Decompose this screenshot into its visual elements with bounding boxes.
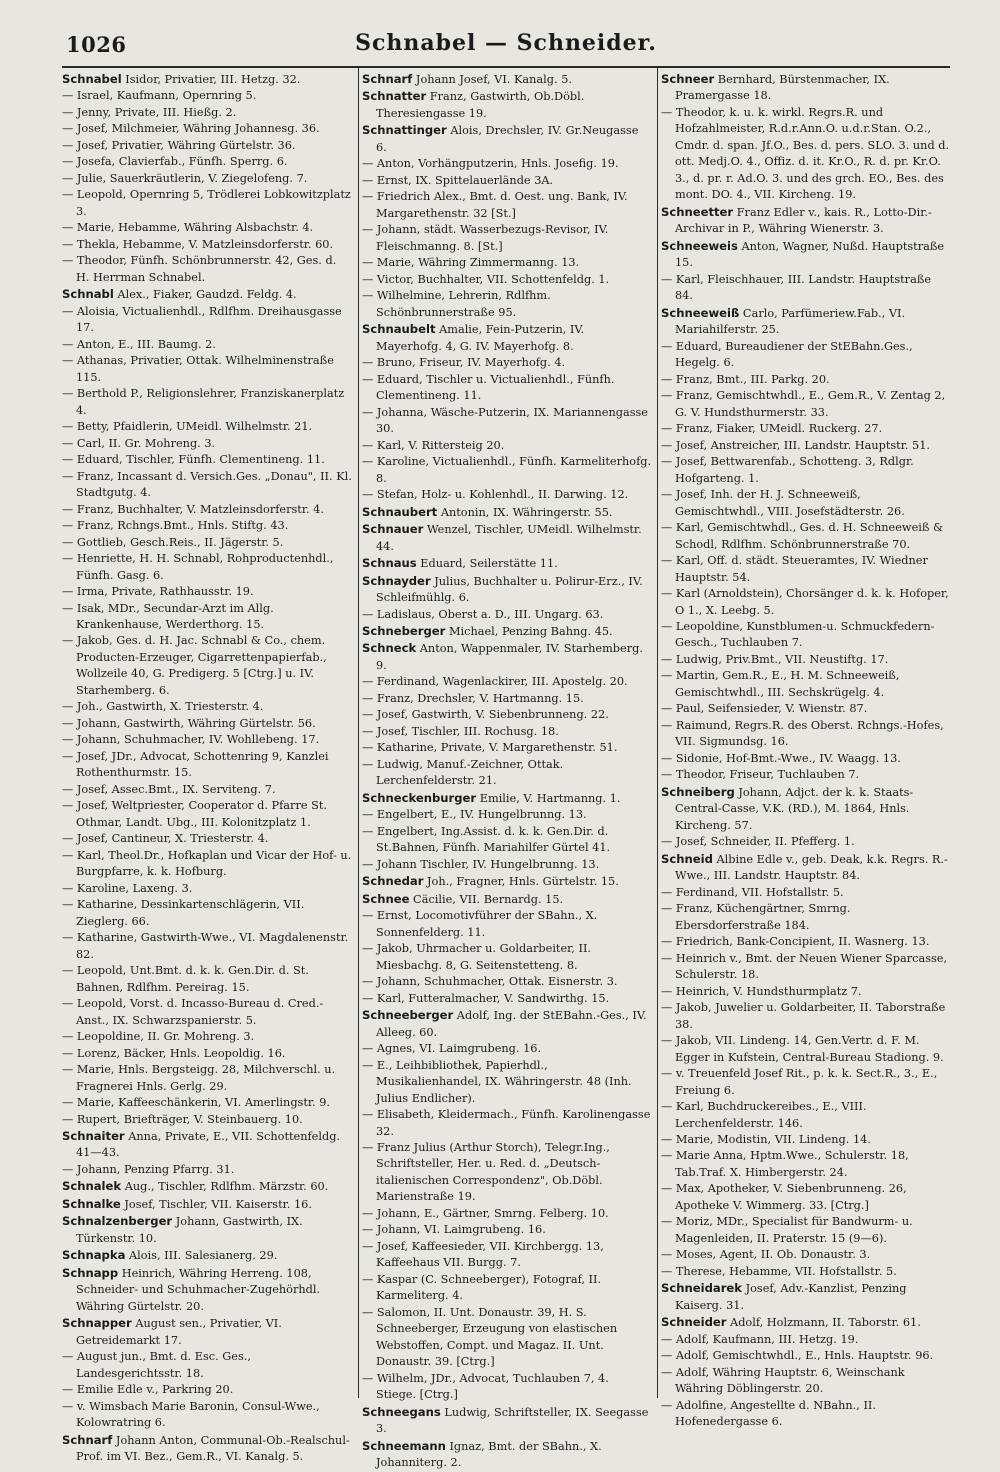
directory-entry: — Stefan, Holz- u. Kohlenhdl., II. Darwing. 12. <box>362 488 629 502</box>
directory-entry: — Josefa, Clavierfab., Fünfh. Sperrg. 6. <box>62 155 288 169</box>
directory-entry: Schnayder Julius, Buchhalter u. Polirur-Erz., IV. Schleifmühlg. 6. <box>362 573 643 605</box>
directory-entry: — Anton, Vorhängputzerin, Hnls. Josefig. 19. <box>362 157 619 171</box>
directory-entry: — Franz, Incassant d. Versich.Ges. „Donau", II. Kl. Stadtgutg. 4. <box>62 469 352 500</box>
directory-entry: — Marie Anna, Hptm.Wwe., Schulerstr. 18, Tab.Traf. X. Himbergerstr. 24. <box>661 1149 909 1179</box>
surname-heading: Schneeweis <box>661 238 738 253</box>
directory-entry: Schnalzenberger Johann, Gastwirth, IX. Türkenstr. 10. <box>62 1214 303 1245</box>
directory-entry: Schneidarek Josef, Adv.-Kanzlist, Penzing Kaiserg. 31. <box>661 1281 907 1312</box>
surname-heading: Schnabl <box>62 287 114 302</box>
surname-heading: Schneer <box>661 72 715 86</box>
directory-entry: — Friedrich Alex., Bmt. d. Oest. ung. Bank, IV. Margarethenstr. 32 [St.] <box>362 190 628 220</box>
directory-entry: — Adolfine, Angestellte d. NBahn., II. Hofenedergasse 6. <box>661 1398 876 1429</box>
surname-heading: Schnaubelt <box>362 322 436 337</box>
directory-entry: — Henriette, H. H. Schnabl, Rohproductenhdl., Fünfh. Gasg. 6. <box>62 552 334 582</box>
directory-entry: — Thekla, Hebamme, V. Matzleinsdorferstr. 60. <box>62 237 334 251</box>
surname-heading: Schnaubert <box>362 504 438 519</box>
directory-entry: — Eduard, Bureaudiener der StEBahn.Ges., Hegelg. 6. <box>661 339 913 370</box>
directory-entry: — Leopold, Opernring 5, Trödlerei Lobkowitzplatz 3. <box>62 188 351 218</box>
directory-entry: — Johann, Penzing Pfarrg. 31. <box>62 1162 235 1176</box>
directory-entry: — Therese, Hebamme, VII. Hofstallstr. 5. <box>661 1264 897 1278</box>
directory-entry: — v. Wimsbach Marie Baronin, Consul-Wwe., Kolowratring 6. <box>62 1399 320 1430</box>
directory-entry: Schneeweis Anton, Wagner, Nußd. Hauptstraße 15. <box>661 238 945 270</box>
directory-entry: Schnapper August sen., Privatier, VI. Getreidemarkt 17. <box>62 1316 282 1347</box>
directory-entry: — Karoline, Victualienhdl., Fünfh. Karmeliterhofg. 8. <box>362 455 652 485</box>
directory-entry: — Karl, Fleischhauer, III. Landstr. Hauptstraße 84. <box>661 272 932 303</box>
directory-entry: — Josef, Weltpriester, Cooperator d. Pfarre St. Othmar, Landt. Ubg., III. Kolonitzplatz 1. <box>62 799 327 829</box>
directory-entry: — Karl, Gemischtwhdl., Ges. d. H. Schneeweiß & Schodl, Rdlfhm. Schönbrunnerstraße 70. <box>661 521 944 551</box>
directory-entry: Schneider Adolf, Holzmann, II. Taborstr. 61. <box>661 1315 921 1330</box>
surname-heading: Schnabel <box>62 72 122 86</box>
directory-entry: — Jakob, Uhrmacher u. Goldarbeiter, II. Miesbachg. 8, G. Seitenstetteng. 8. <box>362 942 592 972</box>
directory-entry: — Carl, II. Gr. Mohreng. 3. <box>62 436 216 450</box>
column-divider <box>657 68 658 1398</box>
directory-entry: — Josef, Cantineur, X. Triesterstr. 4. <box>62 832 269 846</box>
directory-entry: — Anton, E., III. Baumg. 2. <box>62 337 216 351</box>
directory-entry: — Josef, Kaffeesieder, VII. Kirchbergg. 13, Kaffeehaus VII. Burgg. 7. <box>362 1239 604 1270</box>
directory-entry: — Wilhelmine, Lehrerin, Rdlfhm. Schönbrunnerstraße 95. <box>362 289 551 319</box>
directory-entry: Schnalke Josef, Tischler, VII. Kaiserstr. 16. <box>62 1196 312 1211</box>
directory-entry: — Athanas, Privatier, Ottak. Wilhelminenstraße 115. <box>62 354 334 384</box>
directory-entry: — Adolf, Kaufmann, III. Hetzg. 19. <box>661 1332 859 1346</box>
directory-entry: — Katharine, Dessinkartenschlägerin, VII. Zieglerg. 66. <box>62 898 305 928</box>
surname-heading: Schnapp <box>62 1265 119 1280</box>
directory-entry: — Katharine, Gastwirth-Wwe., VI. Magdalenenstr. 82. <box>62 931 349 961</box>
directory-entry: — Gottlieb, Gesch.Reis., II. Jägerstr. 5. <box>62 535 284 549</box>
directory-entry: — Adolf, Gemischtwhdl., E., Hnls. Hauptstr. 96. <box>661 1349 934 1363</box>
directory-entry: — Ernst, Locomotivführer der SBahn., X. Sonnenfelderg. 11. <box>362 909 598 939</box>
directory-entry: — Irma, Private, Rathhausstr. 19. <box>62 585 254 599</box>
column-divider <box>358 68 359 1398</box>
directory-entry: — Betty, Pfaidlerin, UMeidl. Wilhelmstr. 21. <box>62 420 313 434</box>
directory-entry: Schneer Bernhard, Bürstenmacher, IX. Pramergasse 18. <box>661 72 890 103</box>
surname-heading: Schnatter <box>362 89 427 104</box>
directory-entry: — Leopold, Unt.Bmt. d. k. k. Gen.Dir. d. St. Bahnen, Rdlfhm. Pereirag. 15. <box>62 964 309 994</box>
surname-heading: Schnalek <box>62 1179 122 1194</box>
directory-entry: — v. Treuenfeld Josef Rit., p. k. k. Sect.R., 3., E., Freiung 6. <box>661 1067 938 1097</box>
surname-heading: Schnapper <box>62 1316 132 1331</box>
directory-entry: — Johann, Schuhmacher, IV. Wohllebeng. 17. <box>62 733 320 747</box>
directory-entry: — Jakob, VII. Lindeng. 14, Gen.Vertr. d. F. M. Egger in Kufstein, Central-Bureau Stadiong. 9. <box>661 1034 944 1064</box>
directory-entry: — Engelbert, Ing.Assist. d. k. k. Gen.Dir. d. St.Bahnen, Fünfh. Mariahilfer Gürtel 41. <box>362 824 611 855</box>
directory-entry: — Karl, V. Rittersteig 20. <box>362 438 505 452</box>
directory-entry: Schnaiter Anna, Private, E., VII. Schottenfeldg. 41—43. <box>62 1129 341 1160</box>
directory-entry: — Josef, Gastwirth, V. Siebenbrunneng. 22. <box>362 708 609 722</box>
directory-entry: Schnattinger Alois, Drechsler, IV. Gr.Neugasse 6. <box>362 123 639 154</box>
surname-heading: Schnarf <box>362 72 413 86</box>
directory-entry: — Ludwig, Priv.Bmt., VII. Neustiftg. 17. <box>661 652 889 666</box>
directory-entry: — Johann, Gastwirth, Währing Gürtelstr. 56. <box>62 716 316 730</box>
directory-entry: — Franz, Buchhalter, V. Matzleinsdorferstr. 4. <box>62 502 324 516</box>
directory-entry: — Berthold P., Religionslehrer, Franziskanerplatz 4. <box>62 387 345 417</box>
surname-heading: Schneeberger <box>362 1008 454 1023</box>
surname-heading: Schneckenburger <box>362 790 477 805</box>
directory-entry: — Johann, E., Gärtner, Smrng. Felberg. 10. <box>362 1206 609 1220</box>
directory-entry: — Paul, Seifensieder, V. Wienstr. 87. <box>661 702 868 716</box>
directory-entry: Schnapka Alois, III. Salesianerg. 29. <box>62 1248 278 1263</box>
directory-entry: Schneeberger Adolf, Ing. der StEBahn.-Ges., IV. Alleeg. 60. <box>362 1008 647 1039</box>
directory-entry: — Karl, Off. d. städt. Steueramtes, IV. Wiedner Hauptstr. 54. <box>661 554 928 584</box>
directory-entry: — Franz, Drechsler, V. Hartmanng. 15. <box>362 691 584 705</box>
surname-heading: Schnauer <box>362 522 424 537</box>
directory-entry: — Julie, Sauerkräutlerin, V. Ziegelofeng. 7. <box>62 171 308 185</box>
directory-entry: — Ladislaus, Oberst a. D., III. Ungarg. 63. <box>362 607 604 621</box>
surname-heading: Schnedar <box>362 874 424 889</box>
directory-entry: — Friedrich, Bank-Concipient, II. Wasnerg. 13. <box>661 935 930 949</box>
directory-entry: — Moses, Agent, II. Ob. Donaustr. 3. <box>661 1248 871 1262</box>
directory-entry: — Salomon, II. Unt. Donaustr. 39, H. S. Schneeberger, Erzeugung von elastischen Webstoffen, Compt. und Magaz. II. Unt. Donaustr. 39. [Ctrg.] <box>362 1305 618 1369</box>
directory-entry: Schnapp Heinrich, Währing Herreng. 108, Schneider- und Schuhmacher-Zugehörhdl. Währing Gürtelstr. 20. <box>62 1265 321 1313</box>
directory-entry: — Agnes, VI. Laimgrubeng. 16. <box>362 1042 542 1056</box>
directory-entry: — Aloisia, Victualienhdl., Rdlfhm. Dreihausgasse 17. <box>62 304 342 335</box>
directory-entry: — Karl (Arnoldstein), Chorsänger d. k. k. Hofoper, O 1., X. Leebg. 5. <box>661 587 949 617</box>
header-rule <box>62 66 950 68</box>
directory-entry: — Johann Tischler, IV. Hungelbrunng. 13. <box>362 857 600 871</box>
directory-entry: — Marie, Kaffeeschänkerin, VI. Amerlingstr. 9. <box>62 1096 331 1110</box>
page-header <box>66 28 946 62</box>
directory-entry: — Kaspar (C. Schneeberger), Fotograf, II. Karmeliterg. 4. <box>362 1272 602 1303</box>
directory-entry: — Katharine, Private, V. Margarethenstr. 51. <box>362 741 618 755</box>
directory-entry: — Franz Julius (Arthur Storch), Telegr.Ing., Schriftsteller, Her. u. Red. d. „Deutsch-italienischen Correspondenz", Ob.Döbl. Marienstraße 19. <box>362 1141 610 1204</box>
directory-entry: Schnee Cäcilie, VII. Bernardg. 15. <box>362 891 564 906</box>
directory-entry: — Sidonie, Hof-Bmt.-Wwe., IV. Waagg. 13. <box>661 751 901 765</box>
directory-entry: — Karoline, Laxeng. 3. <box>62 881 193 895</box>
directory-entry: Schnatter Franz, Gastwirth, Ob.Döbl. Theresiengasse 19. <box>362 89 585 120</box>
directory-entry: Schnabel Isidor, Privatier, III. Hetzg. 32. <box>62 72 301 86</box>
surname-heading: Schneider <box>661 1315 727 1330</box>
surname-heading: Schnarf <box>62 1432 113 1447</box>
directory-entry: — Johanna, Wäsche-Putzerin, IX. Mariannengasse 30. <box>362 405 648 436</box>
directory-entry: — Theodor, Fünfh. Schönbrunnerstr. 42, Ges. d. H. Herrman Schnabel. <box>62 254 337 284</box>
directory-entry: Schnarf Johann Josef, VI. Kanalg. 5. <box>362 72 572 86</box>
directory-entry: — Josef, Assec.Bmt., IX. Serviteng. 7. <box>62 782 276 796</box>
directory-entry: — Victor, Buchhalter, VII. Schottenfeldg. 1. <box>362 272 610 286</box>
directory-entry: — Israel, Kaufmann, Opernring 5. <box>62 89 257 103</box>
directory-entry: — Max, Apotheker, V. Siebenbrunneng. 26, Apotheke V. Wimmerg. 33. [Ctrg.] <box>661 1182 907 1212</box>
directory-entry: — Josef, Anstreicher, III. Landstr. Hauptstr. 51. <box>661 438 931 452</box>
directory-entry: — August jun., Bmt. d. Esc. Ges., Landesgerichtsstr. 18. <box>62 1350 251 1380</box>
directory-entry: — Eduard, Tischler, Fünfh. Clementineng. 11. <box>62 453 325 467</box>
directory-entry: Schneckenburger Emilie, V. Hartmanng. 1. <box>362 790 621 805</box>
surname-heading: Schneid <box>661 851 713 866</box>
directory-entry: — Franz, Küchengärtner, Smrng. Ebersdorferstraße 184. <box>661 902 851 932</box>
surname-heading: Schneetter <box>661 204 734 219</box>
directory-entry: — Marie, Hebamme, Währing Alsbachstr. 4. <box>62 221 314 235</box>
directory-column-2 <box>362 71 652 1470</box>
directory-entry: — Joh., Gastwirth, X. Triesterstr. 4. <box>62 700 264 714</box>
directory-entry: — Theodor, k. u. k. wirkl. Regrs.R. und Hofzahlmeister, R.d.r.Ann.O. u.d.r.Stan. O.2., Cmdr. d. span. Jf.O., Bes. d. pers. SLO. 3. und d. ott. Medj.O. 4., Offiz. d. it. Kr.O., R. d. pr. Kr.O. 3., d. pr. r. Ad.O. 3. und des grch. EO., Bes. des mont. DO. 4., VII. Kircheng. 19. <box>661 105 950 202</box>
directory-entry: — Karl, Buchdruckereibes., E., VIII. Lerchenfelderstr. 146. <box>661 1100 867 1130</box>
directory-entry: — Ludwig, Manuf.-Zeichner, Ottak. Lerchenfelderstr. 21. <box>362 757 564 788</box>
directory-entry: — Josef, JDr., Advocat, Schottenring 9, Kanzlei Rothenthurmstr. 15. <box>62 749 329 780</box>
directory-entry: Schnaus Eduard, Seilerstätte 11. <box>362 556 558 571</box>
directory-entry: — Franz, Bmt., III. Parkg. 20. <box>661 372 830 386</box>
directory-entry: — Ernst, IX. Spittelauerlände 3A. <box>362 173 554 187</box>
directory-entry: — Leopold, Vorst. d. Incasso-Bureau d. Cred.-Anst., IX. Schwarzspanierstr. 5. <box>62 997 324 1027</box>
surname-heading: Schneck <box>362 641 417 656</box>
directory-entry: Schneck Anton, Wappenmaler, IV. Starhemberg. 9. <box>362 641 643 672</box>
directory-entry: — Jakob, Ges. d. H. Jac. Schnabl & Co., chem. Producten-Erzeuger, Cigarrettenpapierfab., Wollzeile 40, G. Predigerg. 5 [Ctrg.] u. IV. Starhemberg. 6. <box>62 634 327 697</box>
directory-entry: — Josef, Schneider, II. Pfefferg. 1. <box>661 835 855 849</box>
directory-entry: — Josef, Milchmeier, Währing Johannesg. 36. <box>62 122 320 136</box>
surname-heading: Schneeweiß <box>661 305 740 320</box>
directory-entry: — Franz, Rchngs.Bmt., Hnls. Stiftg. 43. <box>62 519 289 533</box>
directory-entry: Schnabl Alex., Fiaker, Gaudzd. Feldg. 4. <box>62 287 297 302</box>
directory-entry: Schnauer Wenzel, Tischler, UMeidl. Wilhelmstr. 44. <box>362 522 642 553</box>
directory-column-1 <box>62 71 352 1464</box>
directory-entry: — Bruno, Friseur, IV. Mayerhofg. 4. <box>362 356 566 370</box>
directory-entry: — Leopoldine, Kunstblumen-u. Schmuckfedern-Gesch., Tuchlauben 7. <box>661 619 935 650</box>
surname-heading: Schneemann <box>362 1438 446 1453</box>
surname-heading: Schnalzenberger <box>62 1214 173 1229</box>
directory-entry: — Isak, MDr., Secundar-Arzt im Allg. Krankenhause, Werderthorg. 15. <box>62 601 274 631</box>
directory-entry: — Lorenz, Bäcker, Hnls. Leopoldig. 16. <box>62 1046 286 1060</box>
directory-entry: — Rupert, Briefträger, V. Steinbauerg. 10. <box>62 1112 303 1126</box>
directory-entry: Schnaubelt Amalie, Fein-Putzerin, IV. Mayerhofg. 4, G. IV. Mayerhofg. 8. <box>362 322 585 353</box>
directory-entry: — Franz, Gemischtwhdl., E., Gem.R., V. Zentag 2, G. V. Hundsthurmerstr. 33. <box>661 389 946 419</box>
directory-entry: — Karl, Theol.Dr., Hofkaplan und Vicar der Hof- u. Burgpfarre, k. k. Hofburg. <box>62 848 352 879</box>
directory-entry: — Moriz, MDr., Specialist für Bandwurm- u. Magenleiden, II. Praterstr. 15 (9—6). <box>661 1215 913 1245</box>
directory-entry: — Jakob, Juwelier u. Goldarbeiter, II. Taborstraße 38. <box>661 1001 946 1031</box>
directory-entry: — Heinrich v., Bmt. der Neuen Wiener Sparcasse, Schulerstr. 18. <box>661 951 948 982</box>
directory-entry: — Karl, Futteralmacher, V. Sandwirthg. 15. <box>362 991 610 1005</box>
directory-entry: Schneberger Michael, Penzing Bahng. 45. <box>362 623 613 638</box>
directory-entry: — E., Leihbibliothek, Papierhdl., Musikalienhandel, IX. Währingerstr. 48 (Inh. Julius Endlicher). <box>362 1058 632 1105</box>
directory-entry: — Emilie Edle v., Parkring 20. <box>62 1383 234 1397</box>
directory-entry: — Elisabeth, Kleidermach., Fünfh. Karolinengasse 32. <box>362 1108 651 1138</box>
directory-entry: — Johann, städt. Wasserbezugs-Revisor, IV. Fleischmanng. 8. [St.] <box>362 223 609 253</box>
surname-heading: Schnattinger <box>362 123 447 138</box>
surname-heading: Schneegans <box>362 1404 441 1419</box>
directory-entry: — Josef, Privatier, Währing Gürtelstr. 36. <box>62 138 296 152</box>
surname-heading: Schnayder <box>362 573 431 588</box>
directory-entry: — Leopoldine, II. Gr. Mohreng. 3. <box>62 1030 255 1044</box>
surname-heading: Schnaus <box>362 556 417 571</box>
directory-entry: Schnedar Joh., Fragner, Hnls. Gürtelstr. 15. <box>362 874 619 889</box>
directory-entry: — Johann, Schuhmacher, Ottak. Eisnerstr. 3. <box>362 975 618 989</box>
directory-entry: — Marie, Währing Zimmermanng. 13. <box>362 256 580 270</box>
surname-heading: Schneberger <box>362 623 446 638</box>
directory-entry: — Ferdinand, VII. Hofstallstr. 5. <box>661 885 844 899</box>
surname-heading: Schnalke <box>62 1196 121 1211</box>
directory-entry: — Ferdinand, Wagenlackirer, III. Apostelg. 20. <box>362 675 628 689</box>
surname-heading: Schneidarek <box>661 1281 742 1296</box>
directory-entry: — Josef, Tischler, III. Rochusg. 18. <box>362 724 559 738</box>
directory-entry: — Josef, Inh. der H. J. Schneeweiß, Gemischtwhdl., VIII. Josefstädterstr. 26. <box>661 488 905 518</box>
directory-entry: Schneemann Ignaz, Bmt. der SBahn., X. Johanniterg. 2. <box>362 1438 602 1470</box>
directory-entry: — Adolf, Währing Hauptstr. 6, Weinschank Währing Döblingerstr. 20. <box>661 1365 905 1396</box>
directory-entry: Schneid Albine Edle v., geb. Deak, k.k. Regrs. R.-Wwe., III. Landstr. Hauptstr. 84. <box>661 851 948 883</box>
directory-entry: — Wilhelm, JDr., Advocat, Tuchlauben 7, 4. Stiege. [Ctrg.] <box>362 1371 609 1402</box>
surname-heading: Schnapka <box>62 1248 126 1263</box>
directory-entry: — Marie, Hnls. Bergsteigg. 28, Milchverschl. u. Fragnerei Hnls. Gerlg. 29. <box>62 1063 336 1093</box>
directory-entry: Schneegans Ludwig, Schriftsteller, IX. Seegasse 3. <box>362 1404 649 1436</box>
surname-heading: Schneiberg <box>661 784 735 799</box>
directory-entry: Schneiberg Johann, Adjct. der k. k. Staats-Central-Casse, V.K. (RD.), M. 1864, Hnls. Kircheng. 57. <box>661 784 914 832</box>
directory-entry: Schnaubert Antonin, IX. Währingerstr. 55. <box>362 504 613 519</box>
directory-entry: — Heinrich, V. Hundsthurmplatz 7. <box>661 984 862 998</box>
directory-entry: Schnarf Johann Anton, Communal-Ob.-Realschul-Prof. im VI. Bez., Gem.R., VI. Kanalg. 5. <box>62 1432 350 1464</box>
page-number: 1026 <box>66 32 127 57</box>
directory-entry: Schneeweiß Carlo, Parfümeriew.Fab., VI. Mariahilferstr. 25. <box>661 305 906 337</box>
directory-entry: — Engelbert, E., IV. Hungelbrunng. 13. <box>362 808 587 822</box>
directory-column-3 <box>661 71 951 1429</box>
directory-entry: Schneetter Franz Edler v., kais. R., Lotto-Dir.-Archivar in P., Währing Wienerstr. 3. <box>661 204 932 236</box>
directory-entry: — Eduard, Tischler u. Victualienhdl., Fünfh. Clementineng. 11. <box>362 372 615 403</box>
directory-entry: Schnalek Aug., Tischler, Rdlfhm. Märzstr. 60. <box>62 1179 329 1194</box>
surname-heading: Schnee <box>362 891 410 906</box>
directory-entry: — Jenny, Private, III. Hießg. 2. <box>62 105 237 119</box>
surname-heading: Schnaiter <box>62 1129 125 1143</box>
directory-entry: — Franz, Fiaker, UMeidl. Ruckerg. 27. <box>661 422 883 436</box>
directory-entry: — Martin, Gem.R., E., H. M. Schneeweiß, Gemischtwhdl., III. Sechskrügelg. 4. <box>661 669 900 699</box>
directory-entry: — Josef, Bettwarenfab., Schotteng. 3, Rdlgr. Hofgarteng. 1. <box>661 455 914 485</box>
directory-entry: — Raimund, Regrs.R. des Oberst. Rchngs.-Hofes, VII. Sigmundsg. 16. <box>661 718 944 749</box>
running-head: Schnabel — Schneider. <box>355 30 657 56</box>
directory-entry: — Marie, Modistin, VII. Lindeng. 14. <box>661 1133 871 1146</box>
directory-entry: — Johann, VI. Laimgrubeng. 16. <box>362 1223 546 1237</box>
directory-entry: — Theodor, Friseur, Tuchlauben 7. <box>661 768 860 782</box>
